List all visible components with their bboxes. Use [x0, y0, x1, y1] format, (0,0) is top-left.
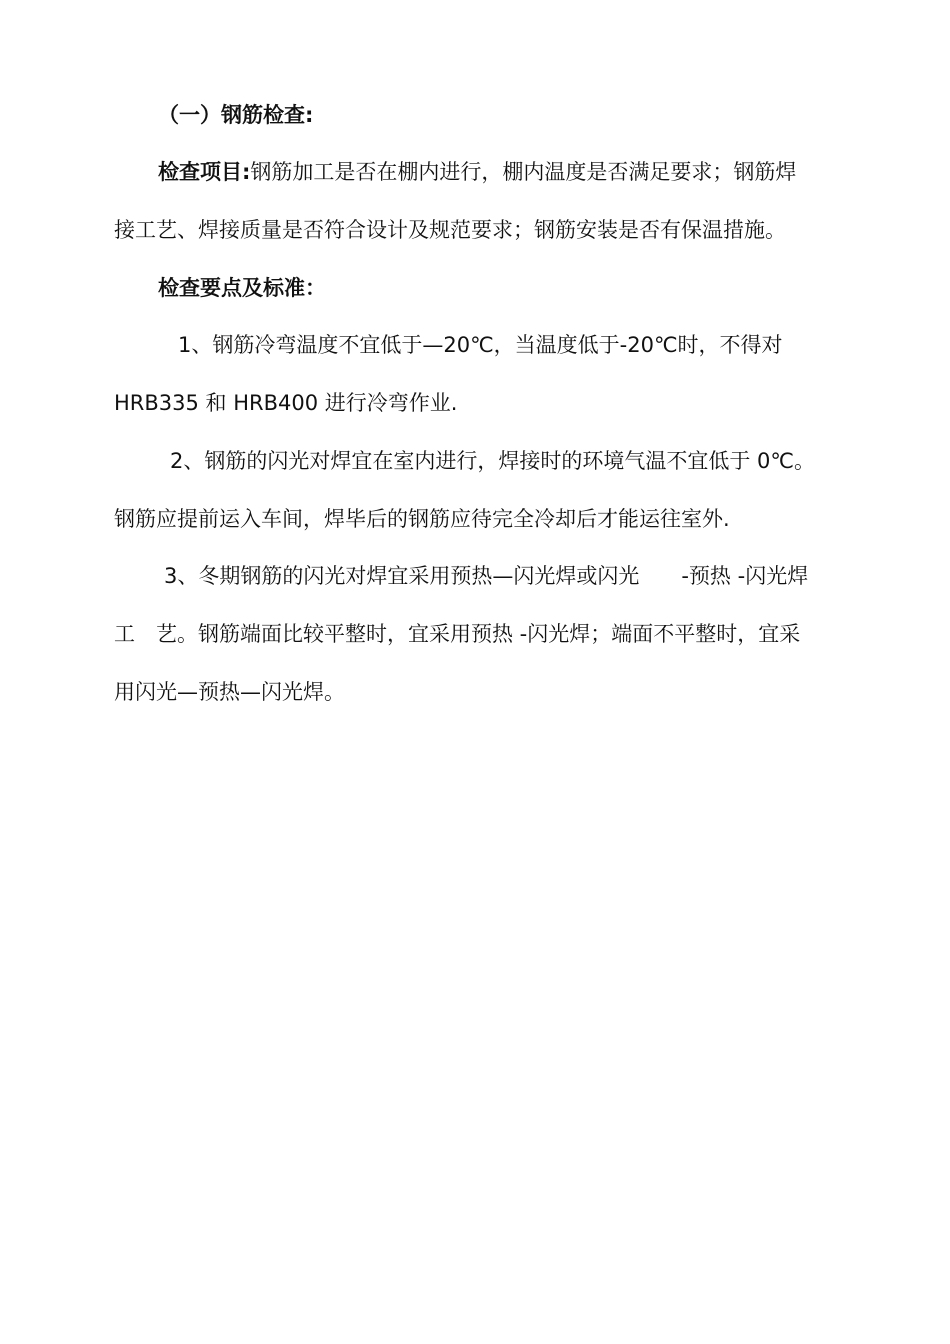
point1-line2: HRB335 和 HRB400 进行冷弯作业. — [114, 391, 458, 415]
key-points-label: 检查要点及标准： — [158, 276, 326, 300]
point2-line1: 2、钢筋的闪光对焊宜在室内进行，焊接时的环境气温不宜低于 0℃。 — [170, 449, 815, 473]
point3-line1: 3、冬期钢筋的闪光对焊宜采用预热—闪光焊或闪光 -预热 -闪光焊 — [164, 564, 809, 588]
inspection-items-label: 检查项目: — [158, 160, 251, 184]
point3-line2: 工 艺。钢筋端面比较平整时，宜采用预热 -闪光焊；端面不平整时，宜采 — [114, 622, 801, 646]
section-heading: （一）钢筋检查: — [158, 103, 314, 127]
inspection-items-text: 钢筋加工是否在棚内进行，棚内温度是否满足要求；钢筋焊 — [250, 160, 797, 184]
point1-line1: 1、钢筋冷弯温度不宜低于—20℃，当温度低于-20℃时，不得对 — [178, 333, 783, 357]
inspection-items-paragraph-line2: 接工艺、焊接质量是否符合设计及规范要求；钢筋安装是否有保温措施。 — [114, 218, 786, 242]
inspection-items-paragraph-line1 — [158, 157, 796, 187]
point3-line3: 用闪光—预热—闪光焊。 — [114, 680, 345, 704]
point2-line2: 钢筋应提前运入车间，焊毕后的钢筋应待完全冷却后才能运往室外. — [114, 507, 730, 531]
